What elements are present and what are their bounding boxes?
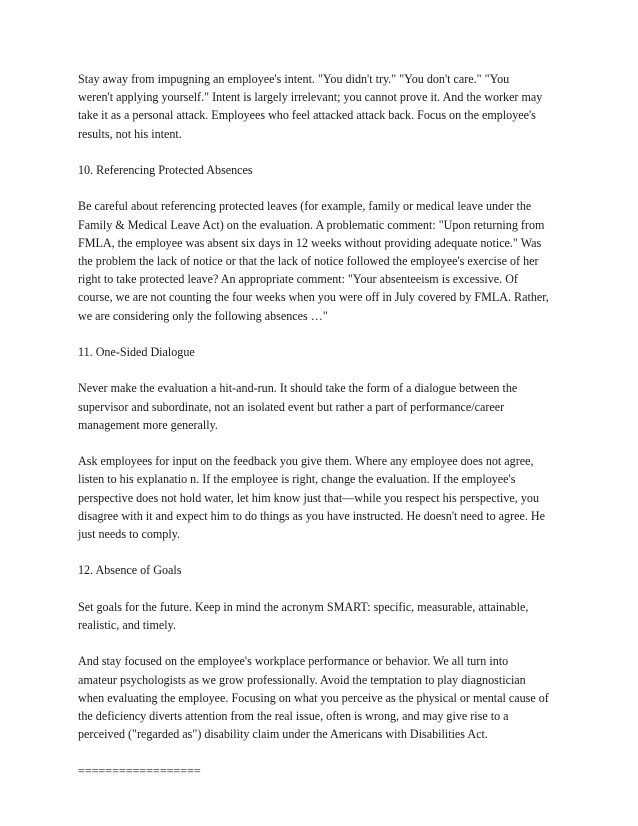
text-line: listen to his explanatio n. If the employee is right, change the evaluation. If the employee's <box>78 472 516 487</box>
heading-text: 10. Referencing Protected Absences <box>78 163 253 177</box>
text-line: weren't applying yourself." Intent is largely irrelevant; you cannot prove it. And the worker may <box>78 90 543 105</box>
separator-rule <box>78 762 568 780</box>
heading-text: 11. One-Sided Dialogue <box>78 345 195 359</box>
section-heading <box>78 343 568 361</box>
rule-text: ================== <box>78 763 201 778</box>
paragraph <box>78 652 568 743</box>
text-line: amateur psychologists as we grow professionally. Avoid the temptation to play diagnostician <box>78 672 526 687</box>
paragraph <box>78 379 568 434</box>
text-line: Ask employees for input on the feedback you give them. Where any employee does not agree, <box>78 454 534 469</box>
text-line: the deficiency diverts attention from the real issue, often is wrong, and may give rise to a <box>78 708 509 723</box>
text-line: Be careful about referencing protected leaves (for example, family or medical leave under the <box>78 199 532 214</box>
heading-text: 12. Absence of Goals <box>78 563 182 578</box>
document-body <box>78 70 568 798</box>
text-line: management more generally. <box>78 417 218 432</box>
text-line: FMLA, the employee was absent six days in 12 weeks without providing adequate notice." Was <box>78 235 542 250</box>
paragraph <box>78 452 568 543</box>
section-heading <box>78 561 568 579</box>
text-line: perspective does not hold water, let him know just that—while you respect his perspective, you <box>78 490 539 505</box>
text-line: supervisor and subordinate, not an isolated event but rather a part of performance/career <box>78 399 505 414</box>
text-line: And stay focused on the employee's workplace performance or behavior. We all turn into <box>78 654 509 669</box>
text-line: realistic, and timely. <box>78 617 176 632</box>
text-line: when evaluating the employee. Focusing on what you perceive as the physical or mental cause of <box>78 690 549 705</box>
paragraph <box>78 598 568 634</box>
paragraph <box>78 70 568 143</box>
text-line: the problem the lack of notice or that the lack of notice followed the employee's exercise of her <box>78 254 539 268</box>
text-line: course, we are not counting the four weeks when you were off in July covered by FMLA. Rather, <box>78 290 549 305</box>
text-line: disagree with it and expect him to do things as you have instructed. He doesn't need to agree. He <box>78 508 545 523</box>
text-line: results, not his intent. <box>78 126 182 141</box>
text-line: Stay away from impugning an employee's intent. "You didn't try." "You don't care." "You <box>78 72 510 86</box>
text-line: take it as a personal attack. Employees who feel attacked attack back. Focus on the employee's <box>78 108 536 123</box>
text-line: perceived ("regarded as") disability claim under the Americans with Disabilities Act. <box>78 727 488 742</box>
paragraph <box>78 197 568 324</box>
text-line: right to take protected leave? An appropriate comment: "Your absenteeism is excessive. Of <box>78 272 518 287</box>
text-line: Never make the evaluation a hit-and-run. It should take the form of a dialogue between the <box>78 381 518 396</box>
text-line: we are considering only the following absences …" <box>78 308 328 323</box>
text-line: just needs to comply. <box>78 527 180 541</box>
section-heading <box>78 161 568 179</box>
text-line: Family & Medical Leave Act) on the evaluation. A problematic comment: "Upon returning from <box>78 217 545 232</box>
text-line: Set goals for the future. Keep in mind the acronym SMART: specific, measurable, attainable, <box>78 599 529 614</box>
